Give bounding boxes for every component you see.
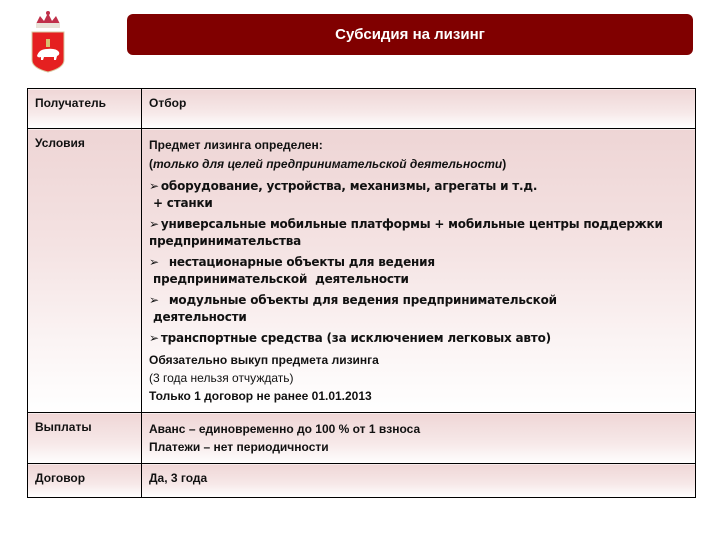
leasing-subsidy-table [27,88,696,498]
row-value: Да, 3 года [142,464,696,498]
row-value: Отбор [142,89,696,129]
arrow-bullet-icon: ➢ [149,255,159,269]
arrow-bullet-icon: ➢ [149,331,159,345]
item-line: предпринимательской деятельности [149,272,409,286]
table-row-recipient [28,89,696,129]
payment-line: Аванс – единовременно до 100 % от 1 взноса [149,422,421,436]
item-line: универсальные мобильные платформы + мобильные центры поддержки [160,217,663,231]
arrow-bullet-icon: ➢ [149,179,159,193]
row-label: Выплаты [28,413,142,464]
item-line: оборудование, устройства, механизмы, агрегаты и т.д. [160,179,538,193]
contract-limit: Только 1 договор не ранее 01.01.2013 [149,389,372,403]
conditions-cell [142,129,696,413]
title-text: Субсидия на лизинг [335,26,485,43]
row-label: Договор [28,464,142,498]
table-row-payments [28,413,696,464]
list-item [149,216,688,250]
payment-line: Платежи – нет периодичности [149,440,329,454]
item-line: модульные объекты для ведения предпринимательской [160,293,557,307]
list-item [149,254,688,288]
paren-close: ) [502,157,507,171]
list-item [149,292,688,326]
subheading-italic: только для целей предпринимательской деятельности [153,157,503,171]
item-line: транспортные средства (за исключением легковых авто) [160,331,551,345]
page-title [127,14,693,55]
arrow-bullet-icon: ➢ [149,217,159,231]
item-line: + станки [149,196,213,210]
conditions-subheading [149,155,688,174]
item-line: деятельности [149,310,247,324]
buyout-note: (3 года нельзя отчуждать) [149,371,294,385]
paren-open: ( [149,157,153,171]
item-line: нестационарные объекты для ведения [160,255,435,269]
conditions-heading: Предмет лизинга определен: [149,138,323,152]
list-item [149,178,688,212]
table-row-contract [28,464,696,498]
item-line: предпринимательства [149,234,302,248]
table-row-conditions [28,129,696,413]
buyout-text: Обязательно выкуп предмета лизинга [149,353,379,367]
coat-of-arms-icon [26,10,70,74]
list-item [149,330,688,347]
row-label: Условия [28,129,142,413]
arrow-bullet-icon: ➢ [149,293,159,307]
payments-cell [142,413,696,464]
row-label: Получатель [28,89,142,129]
